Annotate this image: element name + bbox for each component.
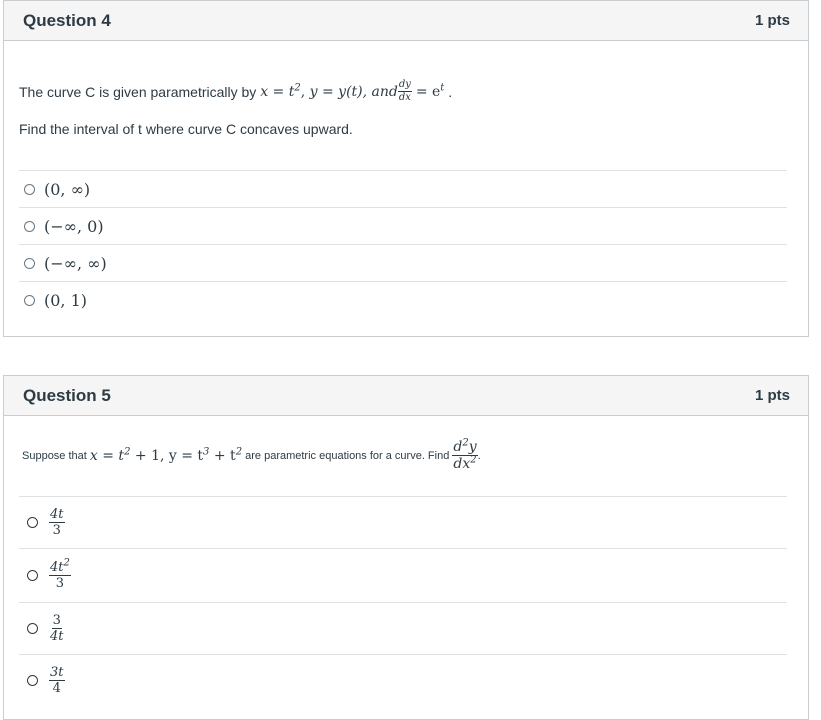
- radio-button[interactable]: [24, 221, 35, 232]
- answer-option[interactable]: [19, 654, 787, 706]
- answer-option[interactable]: [19, 244, 787, 281]
- radio-button[interactable]: [27, 517, 38, 528]
- radio-button[interactable]: [24, 258, 35, 269]
- question-5-title: Question 5: [23, 385, 111, 405]
- answer-option[interactable]: [19, 281, 787, 318]
- answer-option[interactable]: [19, 548, 787, 602]
- prompt-text: The curve C is given parametrically by: [19, 83, 257, 100]
- prompt-suffix: are parametric equations for a curve. Find: [245, 449, 450, 462]
- question-5-header: [4, 376, 808, 416]
- radio-button[interactable]: [27, 675, 38, 686]
- option-label: (0, ∞): [44, 179, 91, 199]
- option-label: (−∞, 0): [44, 216, 104, 236]
- question-4-question: Find the interval of t where curve C concaves upward.: [19, 121, 353, 137]
- option-fraction: $\frac{3}{4t}$: [50, 613, 64, 644]
- question-5-options: [19, 496, 787, 706]
- equation-x: $x = t^2$, y = y(t), and: [260, 81, 398, 100]
- second-derivative-fraction: $\frac{d^2y}{dx^2}$: [453, 437, 477, 472]
- answer-option[interactable]: [19, 496, 787, 548]
- question-4-prompt: The curve C is given parametrically by $x = t^2$, y = y(t), and $\frac{dy}{dx}$ = $e^t$ .: [19, 79, 453, 103]
- radio-button[interactable]: [24, 295, 35, 306]
- answer-option[interactable]: [19, 170, 787, 207]
- question-5-prompt: Suppose that $x = t^2 + 1$, $y = t^3 + t^2$ are parametric equations for a curve. Find $\frac{d^2y}{dx^2}$ .: [22, 437, 481, 472]
- question-5-points: 1 pts: [754, 387, 790, 404]
- question-4-title: Question 4: [23, 10, 111, 30]
- question-4-options: [19, 170, 787, 318]
- option-fraction: $\frac{4t}{3}$: [50, 507, 64, 538]
- option-fraction: $\frac{4t^2}{3}$: [50, 557, 70, 591]
- option-label: (−∞, ∞): [44, 253, 107, 273]
- option-fraction: $\frac{3t}{4}$: [50, 665, 64, 696]
- radio-button[interactable]: [24, 184, 35, 195]
- answer-option[interactable]: [19, 602, 787, 654]
- dy-dx-fraction: $\frac{dy}{dx}$: [398, 79, 411, 103]
- radio-button[interactable]: [27, 570, 38, 581]
- question-4-points: 1 pts: [754, 12, 790, 29]
- equation-rhs: = $e^t$: [415, 81, 445, 100]
- option-label: (0, 1): [44, 290, 88, 310]
- parametric-equations: $x = t^2 + 1$, $y = t^3 + t^2$: [89, 445, 243, 464]
- prompt-prefix: Suppose that: [22, 449, 87, 462]
- answer-option[interactable]: [19, 207, 787, 244]
- radio-button[interactable]: [27, 623, 38, 634]
- question-4-header: [4, 1, 808, 41]
